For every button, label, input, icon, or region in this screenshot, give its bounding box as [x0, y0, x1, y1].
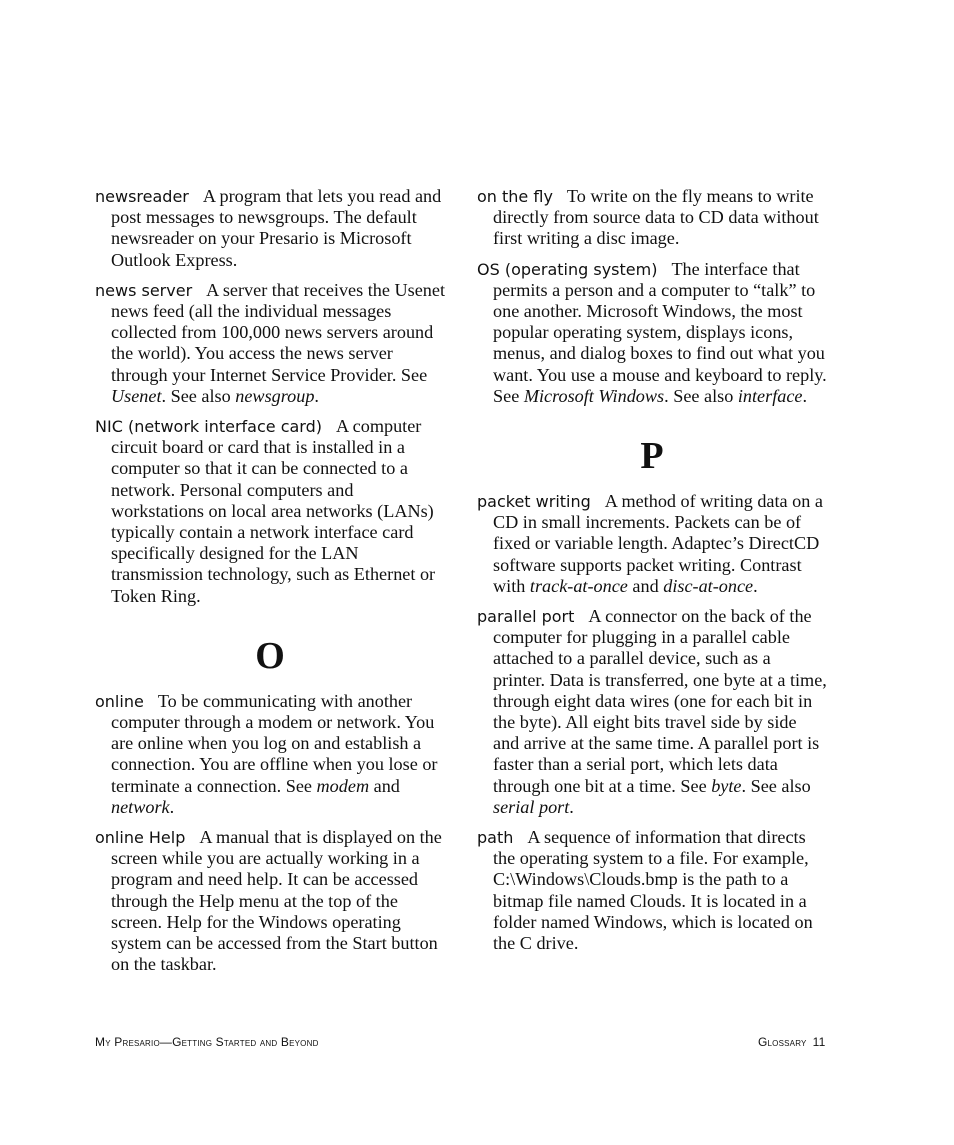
- glossary-term: packet writing: [477, 492, 591, 512]
- definition-text: and: [627, 575, 664, 596]
- footer-book-title: My Presario—Getting Started and Beyond: [95, 1035, 319, 1049]
- glossary-entry: [477, 186, 827, 250]
- glossary-term: online Help: [95, 828, 186, 848]
- glossary-entry: [95, 416, 445, 607]
- definition-text: A connector on the back of the computer for plugging in a parallel cable attached to a parallel device, such as a printer. Data is transferred, one byte at a time, through eight data wires (one for each bit in the byte). All eight bits travel side by side and arrive at the same time. A parallel port is faster than a serial port, which lets data through one bit at a time. See: [493, 606, 827, 796]
- page-number: 11: [812, 1035, 826, 1049]
- definition-text: A manual that is displayed on the screen while you are actually working in a program and need help. It can be accessed through the Help menu at the top of the screen. Help for the Windows operating system can be accessed from the Start button on the taskbar.: [111, 827, 442, 975]
- entries-o: [95, 691, 445, 976]
- entries-o-cont: [477, 186, 827, 407]
- definition-text: . See also: [741, 775, 811, 796]
- cross-reference: Usenet: [111, 385, 162, 406]
- glossary-term: news server: [95, 280, 193, 300]
- definition-text: The interface that permits a person and a computer to “talk” to one another. Microsoft Windows, the most popular operating system, displays icons, menus, and dialog boxes to find out what you want. You use a mouse and keyboard to reply. See: [493, 258, 827, 406]
- cross-reference: Microsoft Windows: [523, 385, 665, 406]
- glossary-entry: [477, 259, 827, 407]
- glossary-entry: [477, 606, 827, 818]
- definition-text: A sequence of information that directs the operating system to a file. For example, C:\Windows\Clouds.bmp is the path to a bitmap file named Clouds. It is located in a folder named Windows, which is located on the C drive.: [493, 827, 813, 954]
- definition-text: To write on the fly means to write directly from source data to CD data without first writing a disc image.: [493, 186, 819, 249]
- glossary-term: NIC (network interface card): [95, 417, 322, 437]
- definition-text: A program that lets you read and post messages to newsgroups. The default newsreader on your Presario is Microsoft Outlook Express.: [111, 186, 442, 270]
- glossary-term: online: [95, 691, 144, 711]
- cross-reference: byte: [711, 775, 742, 796]
- definition-text: .: [753, 575, 758, 596]
- definition-text: .: [314, 385, 319, 406]
- entries-n: [95, 186, 445, 607]
- glossary-term: parallel port: [477, 607, 575, 627]
- glossary-entry: [95, 827, 445, 975]
- footer-section-label: Glossary: [758, 1035, 807, 1049]
- definition-text: .: [569, 796, 574, 817]
- cross-reference: interface: [737, 385, 803, 406]
- section-letter-p: P: [640, 435, 664, 478]
- left-column: [95, 186, 445, 985]
- right-column: [477, 186, 827, 963]
- glossary-term: OS (operating system): [477, 259, 658, 279]
- glossary-entry: [477, 827, 827, 954]
- definition-text: A computer circuit board or card that is installed in a computer so that it can be connected to a network. Personal computers and workstations on local area networks (LANs) typically contain a network interface card specifically designed for the LAN transmission technology, such as Ethernet or Token Ring.: [111, 416, 436, 606]
- definition-text: . See also: [664, 385, 738, 406]
- definition-text: A method of writing data on a CD in small increments. Packets can be of fixed or variable length. Adaptec’s DirectCD software supports packet writing. Contrast with: [493, 491, 823, 596]
- cross-reference: track-at-once: [529, 575, 628, 596]
- cross-reference: disc-at-once: [663, 575, 754, 596]
- glossary-entry: [95, 280, 445, 407]
- glossary-entry: [95, 186, 445, 271]
- definition-text: .: [169, 796, 175, 817]
- glossary-term: on the fly: [477, 187, 553, 206]
- section-letter-o: O: [255, 634, 285, 677]
- entries-p: [477, 491, 827, 954]
- cross-reference: newsgroup: [235, 385, 315, 406]
- glossary-entry: [477, 491, 827, 597]
- definition-text: .: [802, 385, 808, 406]
- footer-section: [758, 1035, 825, 1049]
- definition-text: A server that receives the Usenet news feed (all the individual messages collected from 100,000 news servers around the world). You access the news server through your Internet Service Provider. See: [111, 279, 446, 385]
- glossary-term: newsreader: [95, 187, 189, 206]
- definition-text: and: [369, 775, 400, 796]
- definition-text: To be communicating with another computer through a modem or network. You are online when you log on and establish a connection. You are offline when you lose or terminate a connection. See: [111, 690, 438, 796]
- cross-reference: serial port: [493, 796, 570, 817]
- glossary-term: path: [477, 828, 514, 848]
- cross-reference: modem: [316, 775, 370, 796]
- glossary-entry: [95, 691, 445, 818]
- cross-reference: network: [111, 796, 170, 817]
- definition-text: . See also: [161, 385, 236, 406]
